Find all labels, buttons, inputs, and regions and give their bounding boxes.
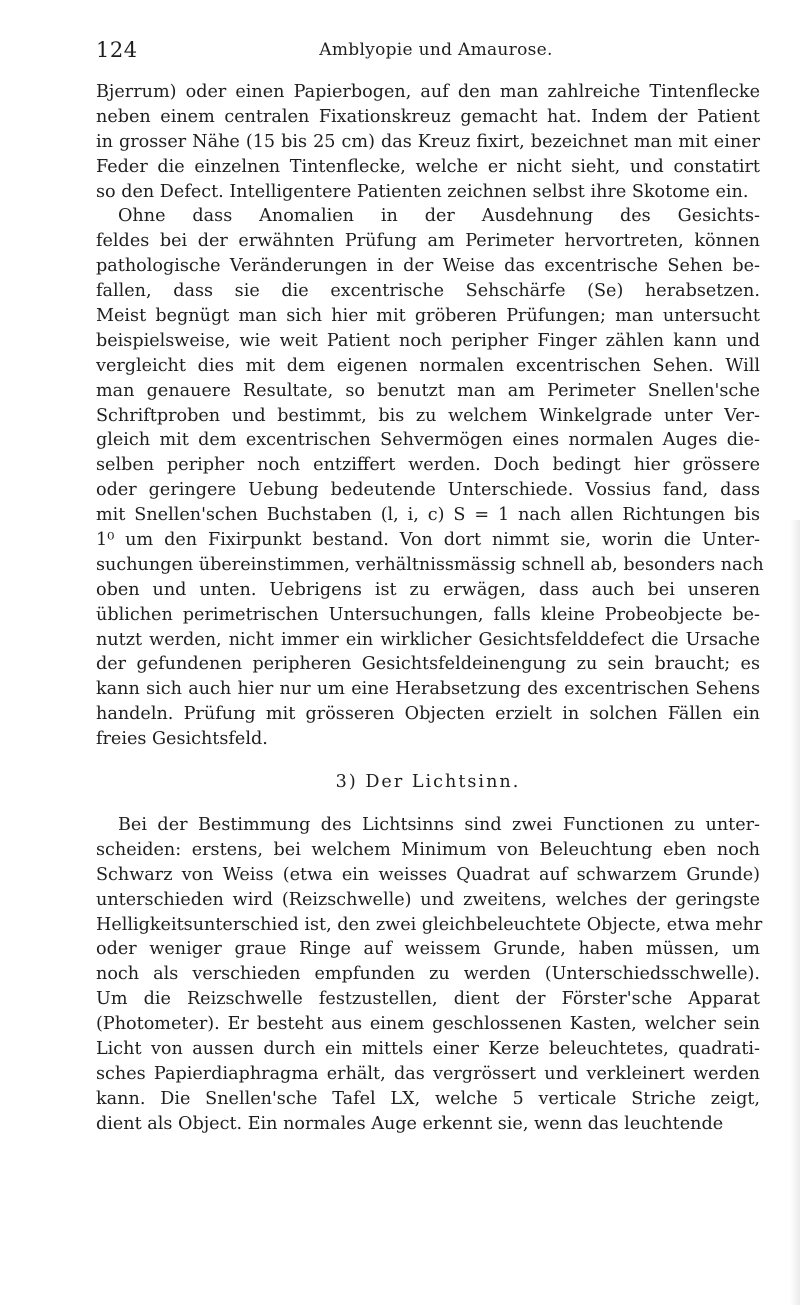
text-line: Meist begnügt man sich hier mit gröberen Prüfungen; man untersucht bbox=[96, 306, 760, 327]
paragraph-excentric-acuity bbox=[96, 204, 764, 752]
text-line: pathologische Veränderungen in der Weise das excentrische Sehen be- bbox=[96, 256, 760, 277]
text-line: Helligkeitsunterschied ist, den zwei gleichbeleuchtete Objecte, etwa mehr bbox=[96, 914, 763, 935]
text-line: kann sich auch hier nur um eine Herabsetzung des excentrischen Sehens bbox=[96, 679, 760, 700]
text-line: Schriftproben und bestimmt, bis zu welchem Winkelgrade unter Ver- bbox=[96, 405, 760, 426]
text-line: gleich mit dem excentrischen Sehvermögen eines normalen Auges die- bbox=[96, 430, 760, 451]
text-line: freies Gesichtsfeld. bbox=[96, 729, 268, 750]
text-line: dient als Object. Ein normales Auge erkennt sie, wenn das leuchtende bbox=[96, 1113, 724, 1134]
page-edge-shadow bbox=[790, 520, 800, 1305]
section-heading: 3) Der Lichtsinn. bbox=[335, 772, 521, 793]
text-line: oben und unten. Uebrigens ist zu erwägen, dass auch bei unseren bbox=[96, 579, 760, 600]
text-line: in grosser Nähe (15 bis 25 cm) das Kreuz fixirt, bezeichnet man mit einer bbox=[96, 131, 760, 152]
text-line: (Photometer). Er besteht aus einem geschlossenen Kasten, welcher sein bbox=[96, 1014, 760, 1035]
text-line: unterschieden wird (Reizschwelle) und zweitens, welches der geringste bbox=[96, 889, 760, 910]
text-line: selben peripher noch entziffert werden. Doch bedingt hier grössere bbox=[96, 455, 760, 476]
text-line: feldes bei der erwähnten Prüfung am Perimeter hervortreten, können bbox=[96, 231, 760, 252]
text-line: kann. Die Snellen'sche Tafel LX, welche 5 verticale Striche zeigt, bbox=[96, 1088, 760, 1109]
text-line: neben einem centralen Fixationskreuz gemacht hat. Indem der Patient bbox=[96, 106, 760, 127]
text-line: Bei der Bestimmung des Lichtsinns sind zwei Functionen zu unter- bbox=[118, 814, 760, 835]
text-line: man genauere Resultate, so benutzt man am Perimeter Snellen'sche bbox=[96, 380, 760, 401]
text-line: so den Defect. Intelligentere Patienten zeichnen selbst ihre Skotome ein. bbox=[96, 181, 749, 202]
text-line: noch als verschieden empfunden zu werden (Unterschiedsschwelle). bbox=[96, 964, 760, 985]
text-line: sches Papierdiaphragma erhält, das vergrössert und verkleinert werden bbox=[96, 1063, 760, 1084]
text-line: Feder die einzelnen Tintenflecke, welche er nicht sieht, und constatirt bbox=[96, 156, 760, 177]
page-number: 124 bbox=[96, 38, 138, 62]
text-line: oder geringere Uebung bedeutende Unterschiede. Vossius fand, dass bbox=[96, 480, 760, 501]
body-text bbox=[96, 80, 764, 1137]
text-line: Schwarz von Weiss (etwa ein weisses Quadrat auf schwarzem Grunde) bbox=[96, 864, 760, 885]
text-line: üblichen perimetrischen Untersuchungen, falls kleine Probeobjecte be- bbox=[96, 604, 760, 625]
text-line: scheiden: erstens, bei welchem Minimum von Beleuchtung eben noch bbox=[96, 839, 760, 860]
text-line: vergleicht dies mit dem eigenen normalen excentrischen Sehen. Will bbox=[96, 355, 760, 376]
text-line: 1⁰ um den Fixirpunkt bestand. Von dort nimmt sie, worin die Unter- bbox=[96, 530, 760, 551]
text-line: Licht von aussen durch ein mittels einer Kerze beleuchtetes, quadrati- bbox=[96, 1038, 760, 1059]
text-line: nutzt werden, nicht immer ein wirklicher Gesichtsfelddefect die Ursache bbox=[96, 629, 760, 650]
text-line: mit Snellen'schen Buchstaben (l, i, c) S = 1 nach allen Richtungen bis bbox=[96, 505, 760, 526]
text-line: handeln. Prüfung mit grösseren Objecten erzielt in solchen Fällen ein bbox=[96, 704, 760, 725]
paragraph-perimetry-ink bbox=[96, 80, 760, 204]
paragraph-light-sense bbox=[96, 813, 763, 1137]
text-line: suchungen übereinstimmen, verhältnissmässig schnell ab, besonders nach bbox=[96, 554, 764, 575]
text-line: fallen, dass sie die excentrische Sehschärfe (Se) herabsetzen. bbox=[96, 281, 760, 302]
text-line: Um die Reizschwelle festzustellen, dient der Förster'sche Apparat bbox=[96, 989, 760, 1010]
text-line: beispielsweise, wie weit Patient noch peripher Finger zählen kann und bbox=[96, 330, 760, 351]
running-title: Amblyopie und Amaurose. bbox=[319, 40, 553, 60]
text-line: oder weniger graue Ringe auf weissem Grunde, haben müssen, um bbox=[96, 939, 760, 960]
text-line: Bjerrum) oder einen Papierbogen, auf den man zahlreiche Tintenflecke bbox=[96, 82, 760, 102]
text-line: der gefundenen peripheren Gesichtsfeldeinengung zu sein braucht; es bbox=[96, 654, 760, 675]
text-line: Ohne dass Anomalien in der Ausdehnung des Gesichts- bbox=[118, 206, 760, 227]
page-header bbox=[96, 38, 736, 68]
